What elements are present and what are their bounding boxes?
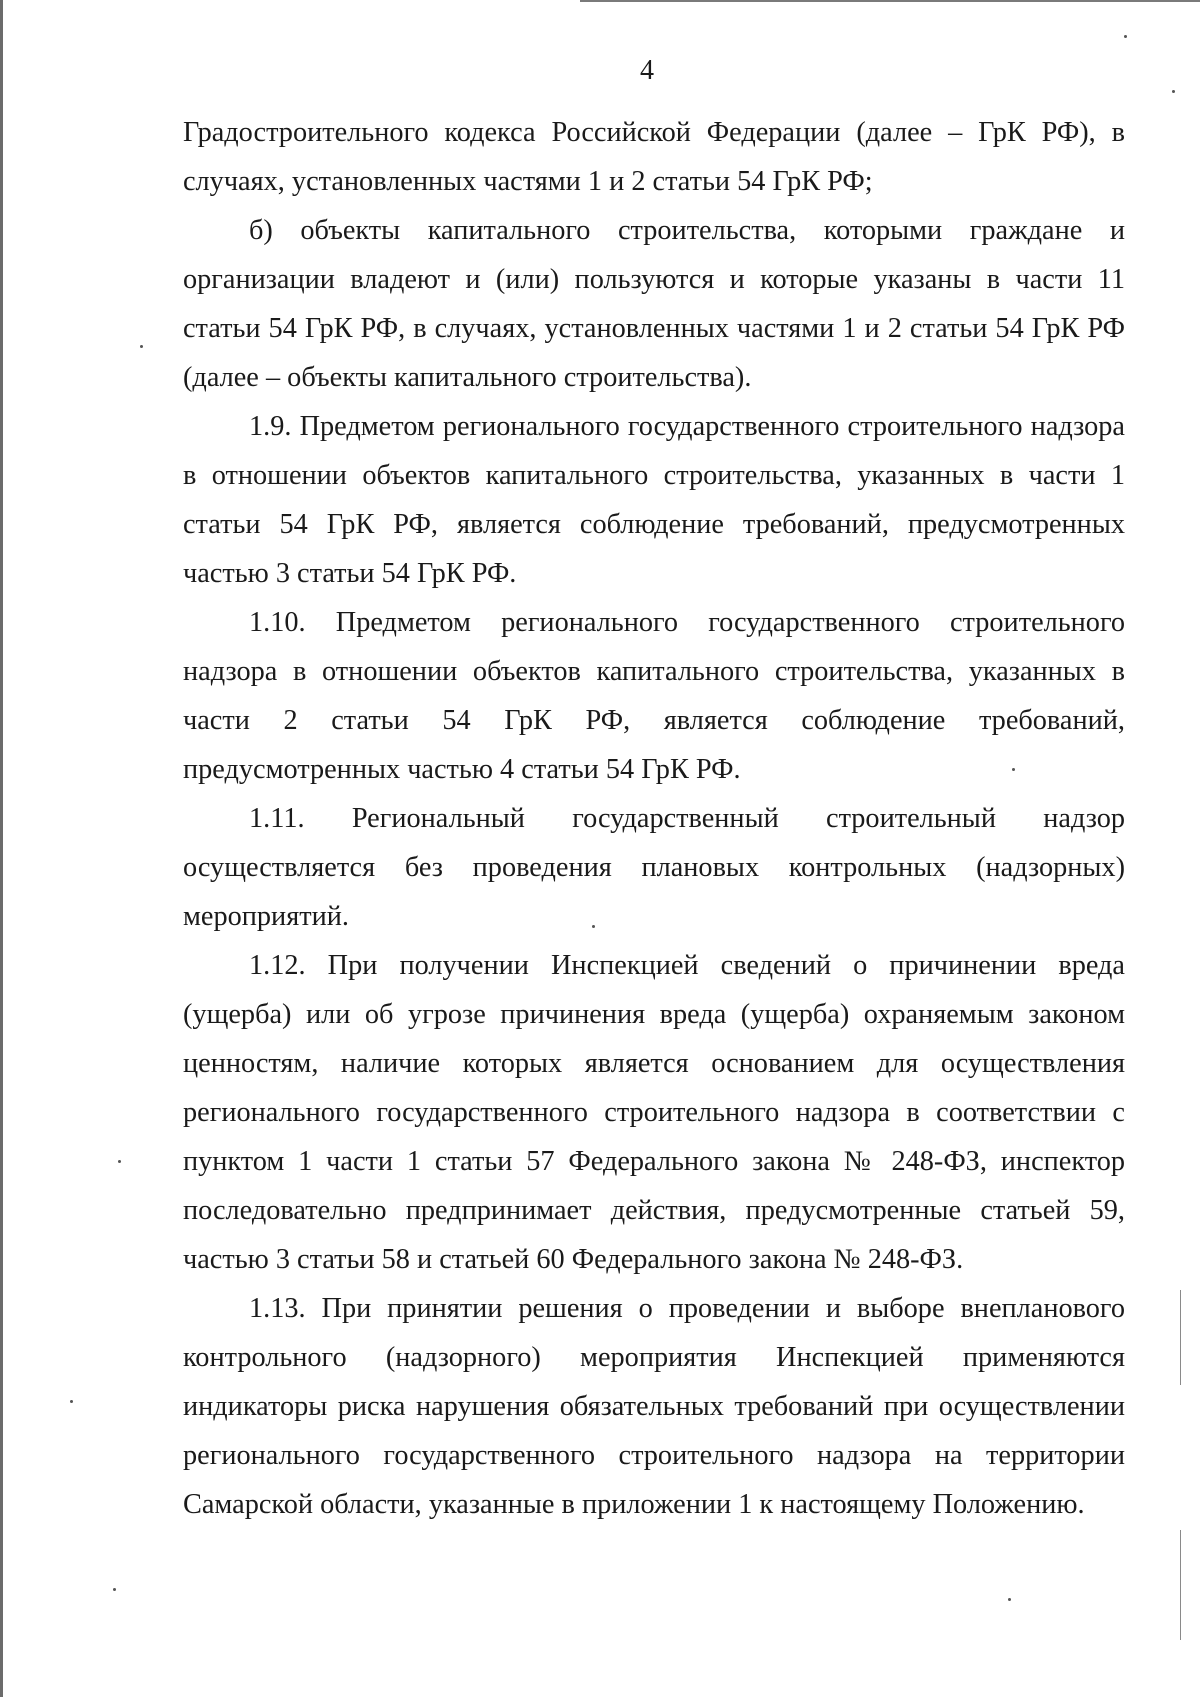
scan-speck — [1008, 1598, 1011, 1601]
paragraph-item-b: б) объекты капитального строительства, которыми граждане и организации владеют и (или) пользуются и которые указаны в части 11 статьи 54 ГрК РФ, в случаях, установленных частями 1 и 2 статьи 54 ГрК РФ (далее – объекты капитального строительства). — [183, 215, 1125, 393]
scan-mark — [1180, 1530, 1181, 1640]
document-body — [183, 108, 1125, 1529]
page-number: 4 — [640, 55, 654, 86]
paragraph-1-9: 1.9. Предметом регионального государственного строительного надзора в отношении объектов капитального строительства, указанных в части 1 статьи 54 ГрК РФ, является соблюдение требований, предусмотренных частью 3 статьи 54 ГрК РФ. — [183, 411, 1125, 589]
paragraph-continuation: Градостроительного кодекса Российской Федерации (далее – ГрК РФ), в случаях, установленных частями 1 и 2 статьи 54 ГрК РФ; — [183, 117, 1125, 197]
scan-speck — [1012, 768, 1015, 771]
scan-speck — [1124, 35, 1127, 38]
scan-edge-top — [580, 0, 1200, 2]
scan-speck — [70, 1400, 73, 1403]
paragraph-1-10: 1.10. Предметом регионального государственного строительного надзора в отношении объектов капитального строительства, указанных в части 2 статьи 54 ГрК РФ, является соблюдение требований, предусмотренных частью 4 статьи 54 ГрК РФ. — [183, 607, 1125, 785]
scan-speck — [592, 925, 595, 928]
paragraph-1-12: 1.12. При получении Инспекцией сведений о причинении вреда (ущерба) или об угрозе причинения вреда (ущерба) охраняемым законом ценностям, наличие которых является основанием для осуществления регионального государственного строительного надзора в соответствии с пунктом 1 части 1 статьи 57 Федерального закона № 248-ФЗ, инспектор последовательно предпринимает действия, предусмотренные статьей 59, частью 3 статьи 58 и статьей 60 Федерального закона № 248-ФЗ. — [183, 950, 1125, 1275]
scan-speck — [1172, 90, 1175, 93]
scan-speck — [140, 345, 143, 348]
scan-speck — [113, 1588, 116, 1591]
paragraph-1-13: 1.13. При принятии решения о проведении и выборе внепланового контрольного (надзорного) мероприятия Инспекцией применяются индикаторы риска нарушения обязательных требований при осуществлении регионального государственного строительного надзора на территории Самарской области, указанные в приложении 1 к настоящему Положению. — [183, 1293, 1125, 1520]
scan-edge-left — [0, 0, 3, 1697]
scan-mark — [1180, 1290, 1181, 1385]
paragraph-1-11: 1.11. Региональный государственный строительный надзор осуществляется без проведения плановых контрольных (надзорных) мероприятий. — [183, 803, 1125, 932]
scan-speck — [118, 1160, 121, 1163]
